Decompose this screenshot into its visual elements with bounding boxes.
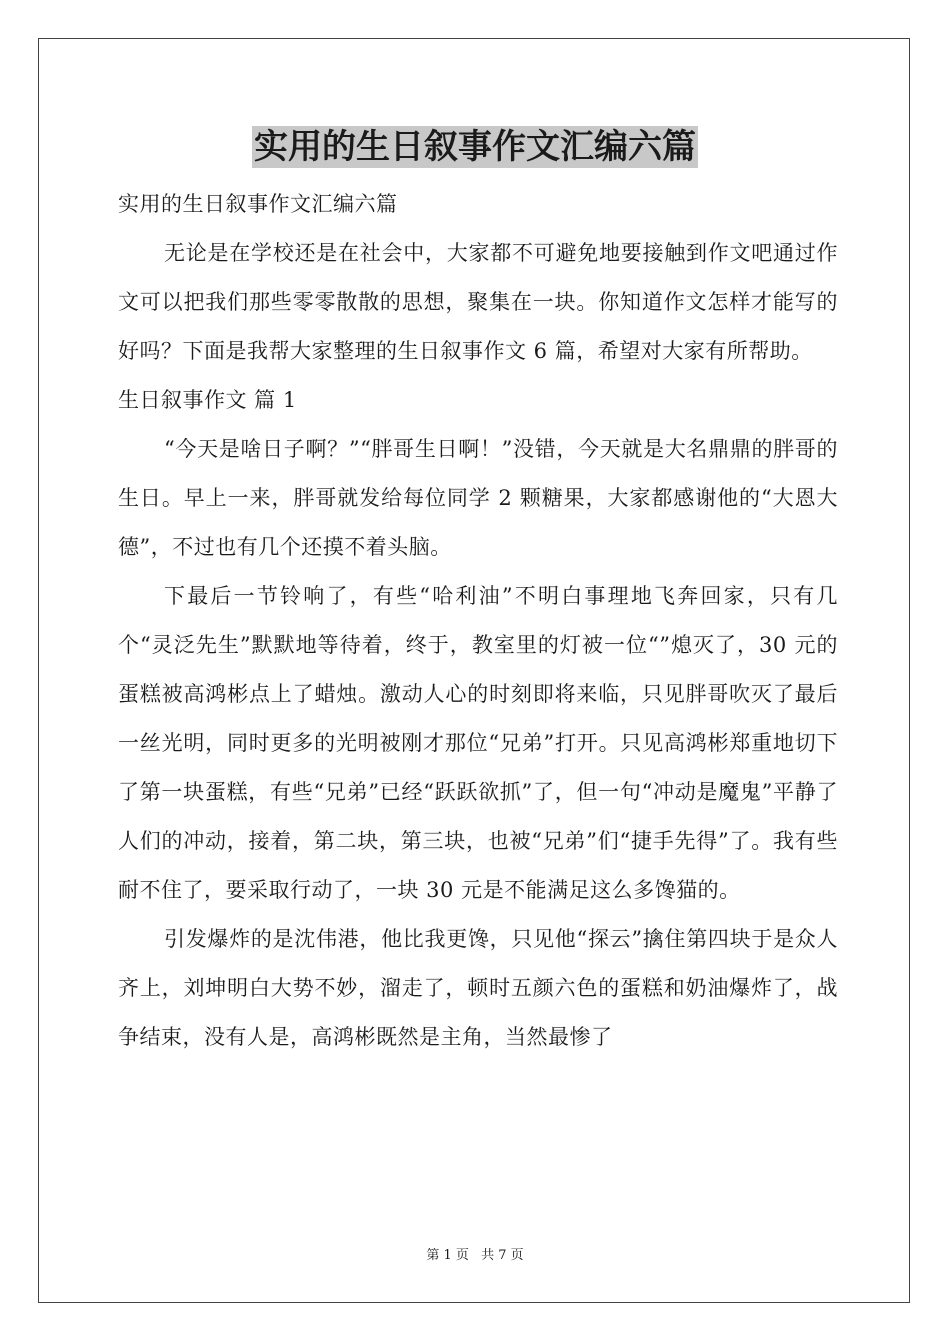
- paragraph-intro: 无论是在学校还是在社会中，大家都不可避免地要接触到作文吧通过作文可以把我们那些零零散散的思想，聚集在一块。你知道作文怎样才能写的好吗？下面是我帮大家整理的生日叙事作文 6 篇，希望对大家有所帮助。: [118, 241, 838, 363]
- page-number: 第 1 页: [426, 1248, 469, 1263]
- title-container: [0, 126, 950, 168]
- page-total: 共 7 页: [481, 1248, 524, 1263]
- document-subtitle: 实用的生日叙事作文汇编六篇: [118, 192, 398, 216]
- paragraph-3: 引发爆炸的是沈伟港，他比我更馋，只见他“探云”擒住第四块于是众人齐上，刘坤明白大势不妙，溜走了，顿时五颜六色的蛋糕和奶油爆炸了，战争结束，没有人是，高鸿彬既然是主角，当然最惨了: [118, 927, 838, 1049]
- paragraph-1: “今天是啥日子啊？”“胖哥生日啊！”没错，今天就是大名鼎鼎的胖哥的生日。早上一来，胖哥就发给每位同学 2 颗糖果，大家都感谢他的“大恩大德”，不过也有几个还摸不着头脑。: [118, 437, 838, 559]
- document-body: [118, 180, 838, 1062]
- section-heading-1: 生日叙事作文 篇 1: [118, 388, 297, 412]
- page-footer: [0, 1246, 950, 1266]
- paragraph-2: 下最后一节铃响了，有些“哈利油”不明白事理地飞奔回家，只有几个“灵泛先生”默默地等待着，终于，教室里的灯被一位“”熄灭了，30 元的蛋糕被高鸿彬点上了蜡烛。激动人心的时刻即将来临，只见胖哥吹灭了最后一丝光明，同时更多的光明被刚才那位“兄弟”打开。只见高鸿彬郑重地切下了第一块蛋糕，有些“兄弟”已经“跃跃欲抓”了，但一句“冲动是魔鬼”平静了人们的冲动，接着，第二块，第三块，也被“兄弟”们“捷手先得”了。我有些耐不住了，要采取行动了，一块 30 元是不能满足这么多馋猫的。: [118, 584, 838, 902]
- document-title: 实用的生日叙事作文汇编六篇: [254, 127, 696, 167]
